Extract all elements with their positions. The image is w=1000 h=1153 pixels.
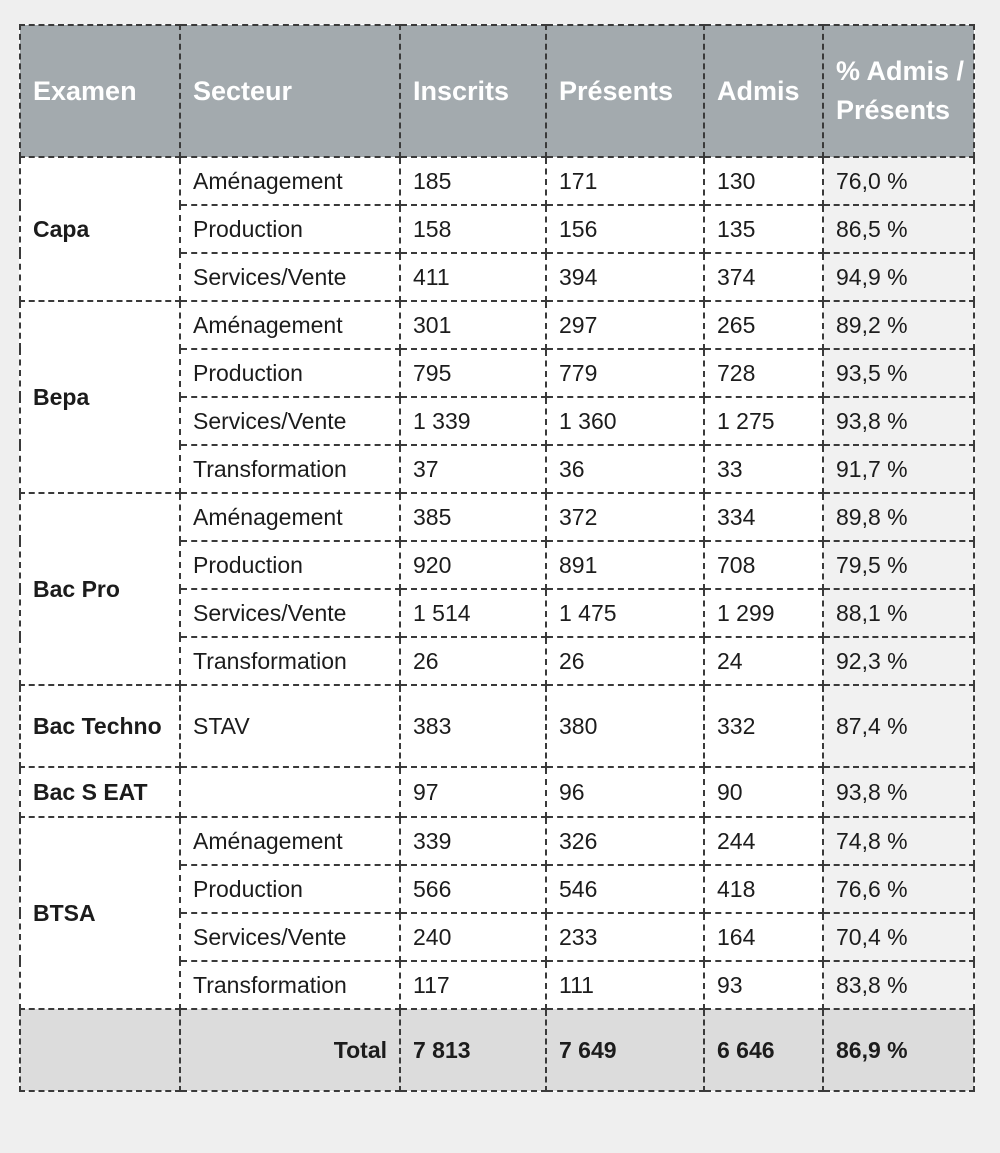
pct-cell: 93,5 % [823, 349, 974, 397]
inscrits-cell: 158 [400, 205, 546, 253]
admis-cell: 334 [704, 493, 823, 541]
inscrits-cell: 383 [400, 685, 546, 767]
secteur-cell: Production [180, 205, 400, 253]
admis-cell: 24 [704, 637, 823, 685]
exam-cell: Capa [20, 157, 180, 301]
secteur-cell: Transformation [180, 961, 400, 1009]
pct-cell: 94,9 % [823, 253, 974, 301]
presents-cell: 372 [546, 493, 704, 541]
table-row [20, 685, 974, 767]
presents-cell: 394 [546, 253, 704, 301]
total-inscrits: 7 813 [400, 1009, 546, 1091]
inscrits-cell: 117 [400, 961, 546, 1009]
admis-cell: 33 [704, 445, 823, 493]
secteur-cell: Production [180, 541, 400, 589]
inscrits-cell: 97 [400, 767, 546, 817]
presents-cell: 546 [546, 865, 704, 913]
admis-cell: 332 [704, 685, 823, 767]
admis-cell: 135 [704, 205, 823, 253]
inscrits-cell: 411 [400, 253, 546, 301]
exam-cell: Bac S EAT [20, 767, 180, 817]
pct-cell: 93,8 % [823, 397, 974, 445]
table-row [20, 767, 974, 817]
header-secteur: Secteur [180, 25, 400, 157]
pct-cell: 74,8 % [823, 817, 974, 865]
admis-cell: 728 [704, 349, 823, 397]
table-footer [20, 1009, 974, 1091]
pct-cell: 79,5 % [823, 541, 974, 589]
pct-cell: 70,4 % [823, 913, 974, 961]
inscrits-cell: 795 [400, 349, 546, 397]
exam-cell: Bac Techno [20, 685, 180, 767]
exam-cell: BTSA [20, 817, 180, 1009]
table-row [20, 157, 974, 205]
total-label: Total [180, 1009, 400, 1091]
header-examen: Examen [20, 25, 180, 157]
presents-cell: 233 [546, 913, 704, 961]
secteur-cell: Services/Vente [180, 589, 400, 637]
total-empty-cell [20, 1009, 180, 1091]
header-inscrits: Inscrits [400, 25, 546, 157]
pct-cell: 86,5 % [823, 205, 974, 253]
table-body [20, 157, 974, 1009]
admis-cell: 93 [704, 961, 823, 1009]
secteur-cell: Aménagement [180, 157, 400, 205]
inscrits-cell: 1 339 [400, 397, 546, 445]
pct-cell: 87,4 % [823, 685, 974, 767]
inscrits-cell: 240 [400, 913, 546, 961]
secteur-cell: Services/Vente [180, 913, 400, 961]
secteur-cell: Production [180, 865, 400, 913]
pct-cell: 93,8 % [823, 767, 974, 817]
admis-cell: 1 275 [704, 397, 823, 445]
secteur-cell: Aménagement [180, 301, 400, 349]
presents-cell: 779 [546, 349, 704, 397]
pct-cell: 89,8 % [823, 493, 974, 541]
secteur-cell: Aménagement [180, 493, 400, 541]
secteur-cell: Transformation [180, 445, 400, 493]
admis-cell: 130 [704, 157, 823, 205]
results-table [19, 24, 975, 1092]
pct-cell: 92,3 % [823, 637, 974, 685]
results-table-container [19, 24, 975, 1092]
secteur-cell: STAV [180, 685, 400, 767]
table-header [20, 25, 974, 157]
inscrits-cell: 1 514 [400, 589, 546, 637]
total-presents: 7 649 [546, 1009, 704, 1091]
table-row [20, 817, 974, 865]
pct-cell: 76,6 % [823, 865, 974, 913]
inscrits-cell: 37 [400, 445, 546, 493]
presents-cell: 156 [546, 205, 704, 253]
presents-cell: 326 [546, 817, 704, 865]
header-pct-admis-presents: % Admis / Présents [823, 25, 974, 157]
header-admis: Admis [704, 25, 823, 157]
admis-cell: 374 [704, 253, 823, 301]
inscrits-cell: 385 [400, 493, 546, 541]
inscrits-cell: 185 [400, 157, 546, 205]
secteur-cell [180, 767, 400, 817]
presents-cell: 1 475 [546, 589, 704, 637]
pct-cell: 89,2 % [823, 301, 974, 349]
presents-cell: 297 [546, 301, 704, 349]
secteur-cell: Services/Vente [180, 253, 400, 301]
secteur-cell: Production [180, 349, 400, 397]
inscrits-cell: 920 [400, 541, 546, 589]
admis-cell: 164 [704, 913, 823, 961]
inscrits-cell: 301 [400, 301, 546, 349]
inscrits-cell: 339 [400, 817, 546, 865]
secteur-cell: Services/Vente [180, 397, 400, 445]
presents-cell: 1 360 [546, 397, 704, 445]
pct-cell: 88,1 % [823, 589, 974, 637]
total-admis: 6 646 [704, 1009, 823, 1091]
presents-cell: 380 [546, 685, 704, 767]
admis-cell: 244 [704, 817, 823, 865]
header-presents: Présents [546, 25, 704, 157]
admis-cell: 708 [704, 541, 823, 589]
total-pct: 86,9 % [823, 1009, 974, 1091]
admis-cell: 265 [704, 301, 823, 349]
secteur-cell: Transformation [180, 637, 400, 685]
table-row [20, 493, 974, 541]
presents-cell: 171 [546, 157, 704, 205]
table-row [20, 301, 974, 349]
presents-cell: 96 [546, 767, 704, 817]
total-row [20, 1009, 974, 1091]
admis-cell: 1 299 [704, 589, 823, 637]
inscrits-cell: 26 [400, 637, 546, 685]
presents-cell: 111 [546, 961, 704, 1009]
presents-cell: 891 [546, 541, 704, 589]
pct-cell: 76,0 % [823, 157, 974, 205]
exam-cell: Bac Pro [20, 493, 180, 685]
admis-cell: 90 [704, 767, 823, 817]
presents-cell: 36 [546, 445, 704, 493]
presents-cell: 26 [546, 637, 704, 685]
inscrits-cell: 566 [400, 865, 546, 913]
pct-cell: 83,8 % [823, 961, 974, 1009]
exam-cell: Bepa [20, 301, 180, 493]
header-row [20, 25, 974, 157]
pct-cell: 91,7 % [823, 445, 974, 493]
secteur-cell: Aménagement [180, 817, 400, 865]
admis-cell: 418 [704, 865, 823, 913]
